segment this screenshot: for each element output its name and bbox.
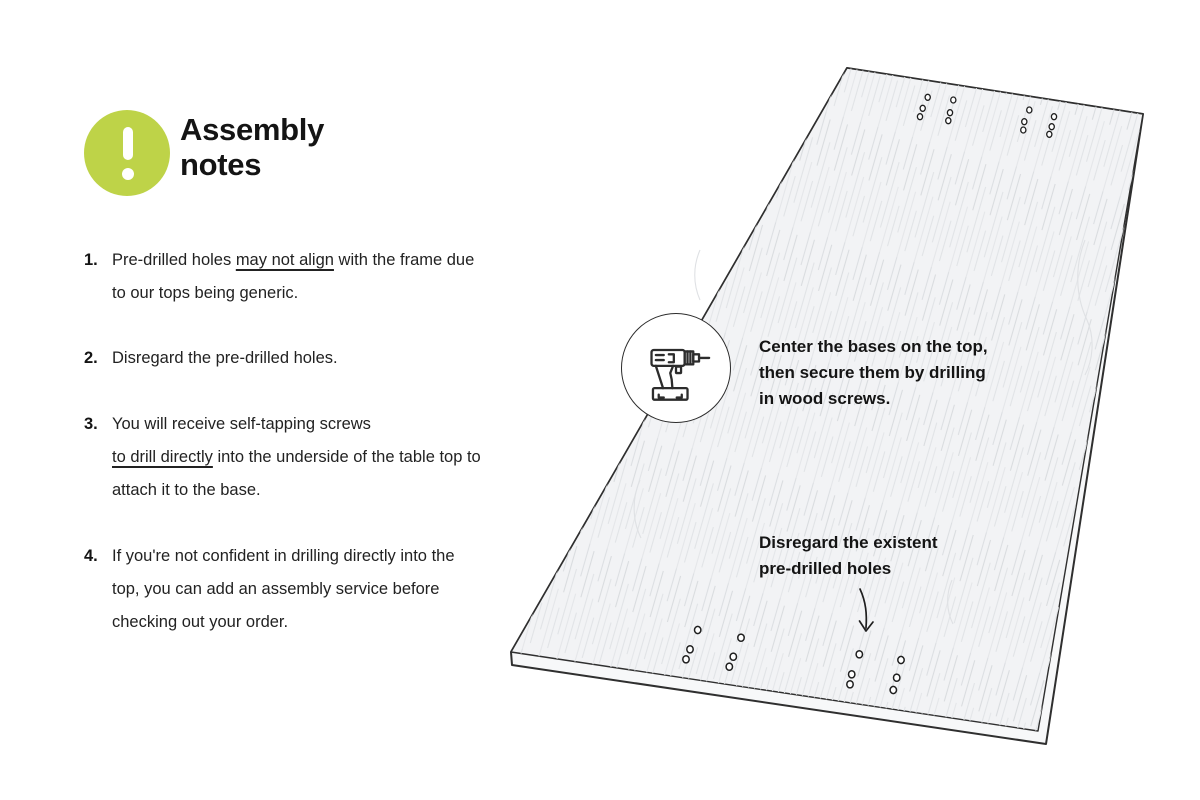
note-number: 2. [84,349,98,367]
note-text: If you're not confident in drilling directly into the top, you can add an assembly service before checking out your order. [112,547,455,631]
note-text: Disregard the pre-drilled holes. [112,349,338,367]
page-title: Assembly notes [180,112,325,182]
note-item-3 [84,408,486,507]
drill-callout-badge [621,313,731,423]
note-text: You will receive self-tapping screwsto drill directly into the underside of the table top to attach it to the base. [112,415,481,499]
note-number: 3. [84,415,98,433]
drill-callout-text: Center the bases on the top, then secure them by drilling in wood screws. [759,337,988,408]
note-item-1 [84,244,486,310]
disregard-callout-text: Disregard the existent pre-drilled holes [759,533,938,578]
drill-icon [640,332,712,404]
note-item-4 [84,540,486,639]
exclamation-icon [84,110,170,196]
note-number: 1. [84,251,98,269]
note-item-2 [84,342,486,375]
note-text: Pre-drilled holes may not align with the frame due to our tops being generic. [112,251,475,302]
note-number: 4. [84,547,98,565]
